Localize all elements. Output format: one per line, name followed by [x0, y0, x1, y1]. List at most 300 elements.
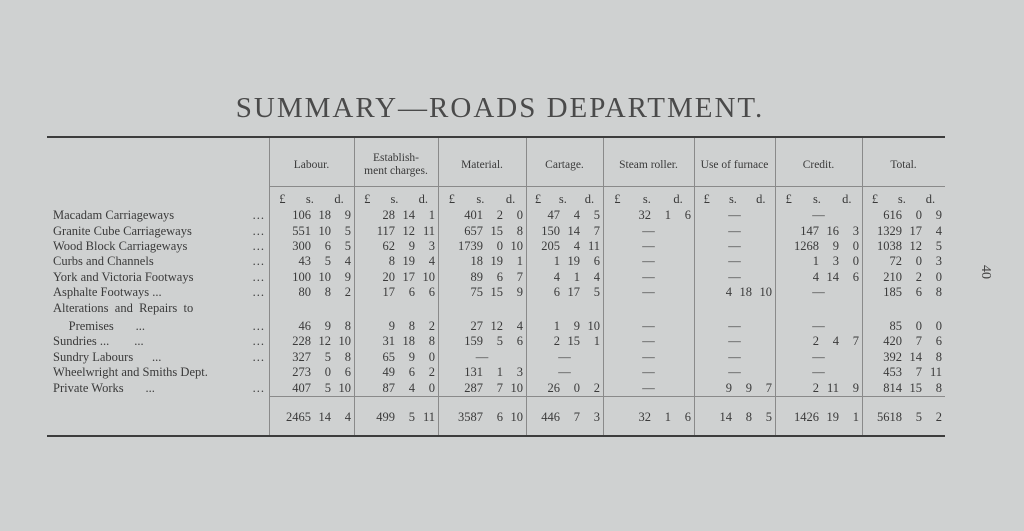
pence: 11 — [422, 224, 435, 238]
pounds: 2 — [553, 334, 560, 348]
amount-cell — [618, 410, 691, 425]
page-title: SUMMARY—ROADS DEPARTMENT. — [235, 92, 765, 124]
shillings: 8 — [408, 319, 415, 333]
amount-cell — [618, 208, 691, 223]
pounds: 46 — [298, 319, 311, 333]
shillings: 0 — [915, 319, 922, 333]
pence: 6 — [684, 410, 691, 424]
pence: 5 — [593, 208, 600, 222]
shillings: 5 — [408, 410, 415, 424]
empty-cell-dash: — — [642, 239, 655, 253]
shillings: 12 — [318, 334, 331, 348]
row-label-text: Alterations and Repairs to — [53, 301, 194, 315]
pence: 2 — [935, 410, 942, 424]
pounds: 6 — [553, 285, 560, 299]
pounds: 117 — [376, 224, 395, 238]
pounds: 9 — [388, 319, 395, 333]
unit-labels — [603, 192, 694, 206]
unit-label: £ — [364, 192, 371, 206]
pounds: 32 — [638, 410, 651, 424]
pounds: 85 — [889, 319, 902, 333]
pounds: 1 — [553, 319, 560, 333]
amount-cell — [869, 334, 942, 349]
empty-cell-dash: — — [812, 285, 825, 299]
shillings: 15 — [490, 224, 503, 238]
unit-label: d. — [673, 192, 683, 206]
row-label-text: Wheelwright and Smiths Dept. — [53, 365, 208, 379]
amount-cell — [362, 350, 435, 365]
amount-cell — [786, 224, 859, 239]
pence: 2 — [344, 285, 351, 299]
leader-dots: ... — [252, 285, 265, 299]
amount-cell — [278, 350, 351, 365]
empty-cell-dash: — — [642, 350, 655, 364]
shillings: 19 — [490, 254, 503, 268]
amount-cell — [527, 254, 600, 269]
amount-cell — [362, 208, 435, 223]
shillings: 8 — [745, 410, 752, 424]
pence: 10 — [338, 381, 351, 395]
empty-cell-dash: — — [728, 365, 741, 379]
unit-label: s. — [897, 192, 906, 206]
pence: 9 — [935, 208, 942, 222]
shillings: 11 — [826, 381, 839, 395]
row-label — [53, 301, 265, 316]
amount-cell — [450, 270, 523, 285]
pence: 8 — [935, 381, 942, 395]
shillings: 6 — [408, 285, 415, 299]
amount-cell — [699, 381, 772, 396]
pence: 3 — [852, 224, 859, 238]
shillings: 5 — [324, 381, 331, 395]
empty-cell-dash: — — [642, 365, 655, 379]
unit-label: d. — [418, 192, 428, 206]
pence: 0 — [516, 208, 523, 222]
pounds: 287 — [464, 381, 483, 395]
amount-cell — [869, 365, 942, 380]
pence: 9 — [516, 285, 523, 299]
amount-cell — [869, 319, 942, 334]
pence: 5 — [344, 224, 351, 238]
shillings: 6 — [915, 285, 922, 299]
pence: 0 — [428, 350, 435, 364]
pounds: 616 — [883, 208, 902, 222]
pence: 6 — [516, 334, 523, 348]
row-label — [53, 254, 265, 269]
pounds: 4 — [725, 285, 732, 299]
pounds: 49 — [382, 365, 395, 379]
pounds: 150 — [541, 224, 560, 238]
pence: 3 — [428, 239, 435, 253]
shillings: 9 — [408, 350, 415, 364]
pounds: 3587 — [458, 410, 483, 424]
unit-label: d. — [334, 192, 344, 206]
unit-label: d. — [756, 192, 766, 206]
amount-cell — [362, 285, 435, 300]
empty-cell-dash: — — [642, 224, 655, 238]
amount-cell — [869, 410, 942, 425]
column-header: Labour. — [293, 158, 330, 171]
empty-cell-dash: — — [728, 350, 741, 364]
amount-cell — [527, 334, 600, 349]
amount-cell — [869, 381, 942, 396]
amount-cell — [786, 410, 859, 425]
empty-cell-dash: — — [558, 350, 571, 364]
amount-cell — [450, 208, 523, 223]
empty-cell-dash: — — [642, 254, 655, 268]
pounds: 31 — [382, 334, 395, 348]
amount-cell — [362, 334, 435, 349]
amount-cell — [450, 334, 523, 349]
pounds: 1038 — [877, 239, 902, 253]
shillings: 6 — [496, 270, 503, 284]
unit-label: s. — [728, 192, 737, 206]
leader-dots: ... — [252, 334, 265, 348]
shillings: 0 — [915, 254, 922, 268]
unit-label: £ — [785, 192, 792, 206]
shillings: 7 — [915, 365, 922, 379]
amount-cell — [869, 254, 942, 269]
pounds: 8 — [388, 254, 395, 268]
pounds: 327 — [292, 350, 311, 364]
row-label-text: Wood Block Carriageways — [53, 239, 188, 253]
pence: 10 — [338, 334, 351, 348]
empty-cell-dash: — — [728, 224, 741, 238]
pence: 5 — [935, 239, 942, 253]
unit-labels — [526, 192, 603, 206]
empty-cell-dash: — — [812, 319, 825, 333]
shillings: 9 — [745, 381, 752, 395]
pounds: 62 — [382, 239, 395, 253]
empty-cell-dash: — — [812, 208, 825, 222]
pence: 6 — [684, 208, 691, 222]
column-header: Steam roller. — [619, 158, 678, 171]
amount-cell — [869, 208, 942, 223]
pence: 11 — [929, 365, 942, 379]
pounds: 453 — [883, 365, 902, 379]
amount-cell — [362, 224, 435, 239]
column-header: Cartage. — [545, 158, 584, 171]
amount-cell — [362, 381, 435, 396]
amount-cell — [527, 410, 600, 425]
amount-cell — [869, 270, 942, 285]
pounds: 1268 — [794, 239, 819, 253]
shillings: 17 — [402, 270, 415, 284]
column-header: Establish- ment charges. — [364, 152, 428, 177]
shillings: 14 — [402, 208, 415, 222]
shillings: 15 — [909, 381, 922, 395]
pounds: 17 — [382, 285, 395, 299]
row-label — [53, 381, 265, 396]
amount-cell — [450, 224, 523, 239]
empty-cell-dash: — — [642, 285, 655, 299]
empty-cell-dash: — — [728, 254, 741, 268]
shillings: 5 — [324, 254, 331, 268]
column-header: Material. — [461, 158, 503, 171]
pounds: 14 — [719, 410, 732, 424]
amount-cell — [278, 254, 351, 269]
pounds: 18 — [470, 254, 483, 268]
unit-label: d. — [505, 192, 516, 206]
amount-cell — [527, 381, 600, 396]
shillings: 7 — [915, 334, 922, 348]
shillings: 18 — [739, 285, 752, 299]
empty-cell-dash: — — [558, 365, 571, 379]
pounds: 407 — [292, 381, 311, 395]
leader-dots: ... — [252, 381, 265, 395]
shillings: 4 — [573, 208, 580, 222]
pence: 8 — [935, 285, 942, 299]
pence: 8 — [935, 350, 942, 364]
amount-cell — [450, 239, 523, 254]
shillings: 1 — [664, 208, 671, 222]
row-label-text: Private Works ... — [53, 381, 155, 395]
unit-label: £ — [534, 192, 542, 206]
amount-cell — [527, 285, 600, 300]
shillings: 10 — [318, 270, 331, 284]
pounds: 814 — [883, 381, 902, 395]
unit-label: £ — [614, 192, 621, 206]
pence: 7 — [765, 381, 772, 395]
unit-label: s. — [305, 192, 314, 206]
shillings: 1 — [496, 365, 503, 379]
amount-cell — [450, 285, 523, 300]
pounds: 2465 — [286, 410, 311, 424]
pence: 10 — [510, 410, 523, 424]
amount-cell — [278, 208, 351, 223]
row-label — [53, 239, 265, 254]
pence: 11 — [587, 239, 600, 253]
shillings: 12 — [490, 319, 503, 333]
pence: 2 — [593, 381, 600, 395]
pence: 4 — [593, 270, 600, 284]
unit-label: d. — [842, 192, 852, 206]
amount-cell — [527, 224, 600, 239]
pounds: 300 — [292, 239, 311, 253]
shillings: 9 — [832, 239, 839, 253]
row-label — [53, 365, 265, 380]
empty-cell-dash: — — [812, 365, 825, 379]
pence: 7 — [516, 270, 523, 284]
amount-cell — [786, 254, 859, 269]
shillings: 12 — [402, 224, 415, 238]
column-header: Credit. — [802, 158, 835, 171]
shillings: 18 — [318, 208, 331, 222]
pence: 8 — [344, 350, 351, 364]
empty-cell-dash: — — [642, 270, 655, 284]
shillings: 4 — [832, 334, 839, 348]
amount-cell — [869, 285, 942, 300]
shillings: 15 — [567, 334, 580, 348]
pounds: 75 — [470, 285, 483, 299]
shillings: 4 — [573, 239, 580, 253]
row-label-text: Curbs and Channels — [53, 254, 154, 268]
pounds: 26 — [547, 381, 560, 395]
shillings: 6 — [496, 410, 503, 424]
pence: 3 — [935, 254, 942, 268]
pence: 4 — [516, 319, 523, 333]
pence: 2 — [428, 365, 435, 379]
pence: 0 — [935, 270, 942, 284]
unit-label: s. — [558, 192, 567, 206]
unit-labels — [775, 192, 862, 206]
amount-cell — [450, 319, 523, 334]
amount-cell — [527, 239, 600, 254]
shillings: 5 — [915, 410, 922, 424]
pence: 10 — [510, 239, 523, 253]
pence: 0 — [428, 381, 435, 395]
pounds: 392 — [883, 350, 902, 364]
pounds: 65 — [382, 350, 395, 364]
row-label-text: Asphalte Footways ... — [53, 285, 162, 299]
pounds: 87 — [382, 381, 395, 395]
shillings: 2 — [915, 270, 922, 284]
pounds: 32 — [638, 208, 651, 222]
pounds: 401 — [464, 208, 483, 222]
pence: 10 — [759, 285, 772, 299]
pounds: 4 — [812, 270, 819, 284]
shillings: 9 — [573, 319, 580, 333]
shillings: 14 — [909, 350, 922, 364]
row-label-text: Sundries ... ... — [53, 334, 144, 348]
pence: 7 — [593, 224, 600, 238]
amount-cell — [278, 224, 351, 239]
shillings: 4 — [408, 381, 415, 395]
pounds: 80 — [298, 285, 311, 299]
row-label — [53, 334, 265, 349]
amount-cell — [278, 381, 351, 396]
shillings: 19 — [826, 410, 839, 424]
pence: 7 — [852, 334, 859, 348]
pence: 5 — [344, 239, 351, 253]
pence: 6 — [852, 270, 859, 284]
amount-cell — [362, 410, 435, 425]
shillings: 3 — [832, 254, 839, 268]
pence: 6 — [344, 365, 351, 379]
pence: 3 — [516, 365, 523, 379]
shillings: 8 — [324, 285, 331, 299]
pounds: 1329 — [877, 224, 902, 238]
unit-labels — [354, 192, 438, 206]
pence: 9 — [344, 270, 351, 284]
pounds: 551 — [292, 224, 311, 238]
unit-label: d. — [584, 192, 595, 206]
empty-cell-dash: — — [728, 208, 741, 222]
shillings: 17 — [567, 285, 580, 299]
leader-dots: ... — [252, 254, 265, 268]
leader-dots: ... — [252, 319, 265, 333]
pence: 6 — [935, 334, 942, 348]
shillings: 2 — [496, 208, 503, 222]
amount-cell — [362, 254, 435, 269]
amount-cell — [786, 270, 859, 285]
pence: 5 — [765, 410, 772, 424]
pounds: 4 — [553, 270, 560, 284]
amount-cell — [362, 319, 435, 334]
shillings: 9 — [324, 319, 331, 333]
pence: 10 — [422, 270, 435, 284]
pounds: 205 — [541, 239, 560, 253]
unit-labels — [269, 192, 354, 206]
pence: 1 — [516, 254, 523, 268]
amount-cell — [450, 365, 523, 380]
row-label — [53, 224, 265, 239]
column-header: Total. — [890, 158, 917, 171]
row-label — [53, 285, 265, 300]
amount-cell — [699, 285, 772, 300]
unit-label: £ — [448, 192, 455, 206]
pence: 3 — [593, 410, 600, 424]
empty-cell-dash: — — [812, 350, 825, 364]
pounds: 185 — [883, 285, 902, 299]
pence: 2 — [428, 319, 435, 333]
pence: 5 — [593, 285, 600, 299]
amount-cell — [278, 285, 351, 300]
bottom-rule — [47, 435, 945, 437]
pounds: 43 — [298, 254, 311, 268]
pence: 0 — [852, 254, 859, 268]
row-label-text: Macadam Carriageways — [53, 208, 175, 222]
shillings: 5 — [496, 334, 503, 348]
amount-cell — [786, 334, 859, 349]
pence: 8 — [428, 334, 435, 348]
pounds: 2 — [812, 381, 819, 395]
pounds: 1426 — [794, 410, 819, 424]
pounds: 1 — [812, 254, 819, 268]
amount-cell — [527, 270, 600, 285]
shillings: 6 — [408, 365, 415, 379]
shillings: 19 — [567, 254, 580, 268]
pence: 4 — [935, 224, 942, 238]
amount-cell — [278, 410, 351, 425]
header-rule — [269, 186, 945, 187]
amount-cell — [699, 410, 772, 425]
pounds: 273 — [292, 365, 311, 379]
pence: 9 — [852, 381, 859, 395]
amount-cell — [869, 224, 942, 239]
pence: 0 — [852, 239, 859, 253]
empty-cell-dash: — — [728, 319, 741, 333]
pounds: 72 — [889, 254, 902, 268]
empty-cell-dash: — — [642, 334, 655, 348]
amount-cell — [278, 334, 351, 349]
unit-labels — [694, 192, 775, 206]
pounds: 420 — [883, 334, 902, 348]
amount-cell — [527, 208, 600, 223]
unit-label: s. — [812, 192, 821, 206]
empty-cell-dash: — — [475, 350, 489, 364]
empty-cell-dash: — — [728, 239, 741, 253]
pounds: 159 — [464, 334, 483, 348]
pence: 6 — [428, 285, 435, 299]
amount-cell — [362, 270, 435, 285]
shillings: 14 — [318, 410, 331, 424]
amount-cell — [278, 239, 351, 254]
pence: 10 — [510, 381, 523, 395]
pence: 0 — [935, 319, 942, 333]
pounds: 89 — [470, 270, 483, 284]
shillings: 7 — [573, 410, 580, 424]
shillings: 12 — [909, 239, 922, 253]
pence: 4 — [344, 254, 351, 268]
row-label — [53, 270, 265, 285]
amount-cell — [786, 381, 859, 396]
amount-cell — [278, 270, 351, 285]
amount-cell — [869, 239, 942, 254]
leader-dots: ... — [252, 224, 265, 238]
pence: 8 — [344, 319, 351, 333]
leader-dots: ... — [252, 350, 265, 364]
